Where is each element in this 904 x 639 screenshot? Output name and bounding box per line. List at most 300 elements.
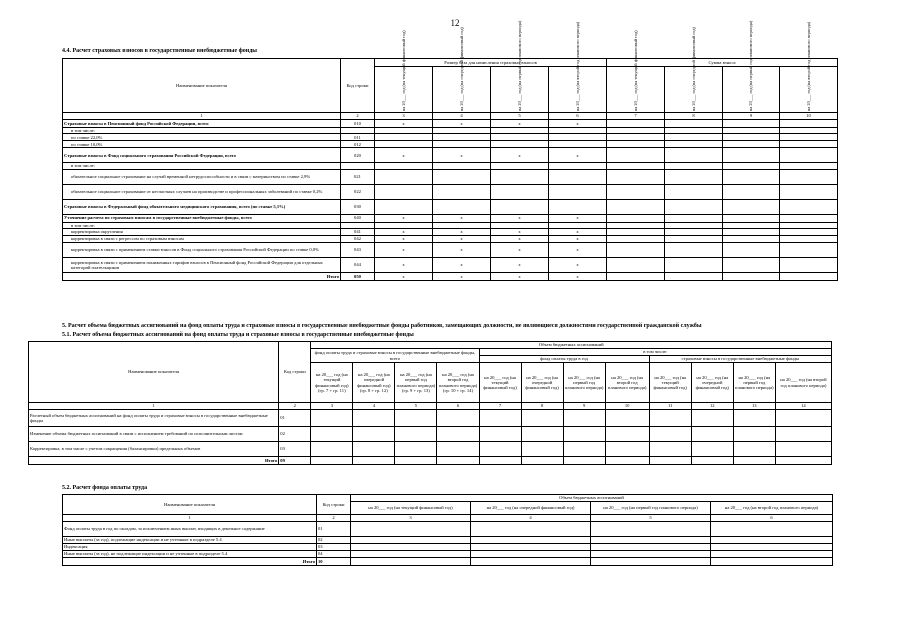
row-value — [605, 427, 649, 442]
column-number: 4 — [433, 113, 491, 120]
row-value — [479, 410, 521, 427]
table-row — [63, 148, 838, 163]
row-value — [591, 551, 711, 558]
row-value — [723, 272, 780, 280]
row-value — [351, 522, 471, 537]
table-row — [63, 537, 833, 544]
table-row — [63, 214, 838, 222]
header-period-text: на 20___ год (на первый год планового периода) — [748, 20, 754, 111]
column-number: 12 — [691, 403, 733, 410]
row-value — [433, 199, 491, 214]
row-code: 04 — [317, 551, 351, 558]
row-value: x — [549, 120, 607, 128]
column-number: 9 — [563, 403, 605, 410]
table-row — [63, 242, 838, 257]
row-value — [351, 544, 471, 551]
section-5-1-title: 5.1. Расчет объема бюджетных ассигнований на фонд оплаты труда и страховые взносы в государственные внебюджетные фонды — [62, 332, 414, 338]
row-value — [780, 235, 838, 242]
table-row — [63, 134, 838, 141]
row-value — [351, 551, 471, 558]
header-period-text: на 20___ год (на второй год планового периода) — [805, 21, 811, 111]
row-value — [437, 457, 479, 465]
header-sum-group: Сумма взноса — [607, 59, 838, 67]
table-row — [63, 120, 838, 128]
row-name: в том числе: — [63, 163, 341, 169]
row-value: x — [433, 120, 491, 128]
row-value — [723, 228, 780, 235]
row-value — [375, 169, 433, 184]
header-period — [491, 20, 549, 113]
row-name: по ставке 22,0% — [63, 134, 341, 141]
column-number: 13 — [733, 403, 775, 410]
table-5-2 — [62, 494, 833, 566]
row-value — [353, 457, 395, 465]
column-number: 2 — [341, 113, 375, 120]
row-value — [691, 457, 733, 465]
row-value — [691, 427, 733, 442]
row-name: Фонд оплаты труда в год по окладам, за исключением иных выплат, входящих в денежное содержание — [63, 522, 317, 537]
row-value — [780, 228, 838, 235]
header-period: на 20___ год (на первый год планового периода) — [563, 363, 605, 403]
row-value: x — [375, 120, 433, 128]
row-code: 040 — [341, 214, 375, 222]
row-value: x — [375, 242, 433, 257]
row-value — [311, 442, 353, 457]
row-value — [433, 141, 491, 148]
row-value — [563, 442, 605, 457]
row-value — [665, 228, 723, 235]
header-period: на 20___ год (на первый год планового периода) — [591, 502, 711, 515]
row-value — [607, 184, 665, 199]
row-value — [549, 169, 607, 184]
row-value — [607, 235, 665, 242]
header-period: на 20___ год (на очередной финансовый год) — [471, 502, 591, 515]
header-period — [549, 21, 607, 113]
row-code: 02 — [279, 427, 311, 442]
header-period — [375, 29, 433, 113]
row-value — [375, 141, 433, 148]
row-value — [665, 272, 723, 280]
row-value — [433, 184, 491, 199]
row-value — [521, 427, 563, 442]
row-name: Уточнение расчета по страховым взносам в государственные внебюджетные фонды, всего — [63, 214, 341, 222]
row-value: x — [491, 242, 549, 257]
row-code: 01 — [279, 410, 311, 427]
column-number: 2 — [279, 403, 311, 410]
row-value — [491, 134, 549, 141]
row-name: корректировка в связи с регрессом по страховым взносам — [63, 235, 341, 242]
row-value — [521, 457, 563, 465]
column-number: 1 — [29, 403, 279, 410]
row-value — [479, 442, 521, 457]
row-value — [780, 148, 838, 163]
column-number: 7 — [479, 403, 521, 410]
row-value — [479, 427, 521, 442]
page-number: 12 — [450, 18, 460, 28]
header-code: Код строки — [317, 495, 351, 515]
row-value — [395, 442, 437, 457]
row-value — [437, 427, 479, 442]
row-code: 044 — [341, 257, 375, 272]
row-value — [491, 184, 549, 199]
row-value: x — [549, 148, 607, 163]
header-period: на 20___ год (на текущий финансовый год) — [479, 363, 521, 403]
row-value — [775, 457, 831, 465]
column-number: 6 — [711, 515, 833, 522]
row-value — [780, 169, 838, 184]
row-value — [780, 257, 838, 272]
row-value — [607, 169, 665, 184]
row-name: обязательное социальное страхование от несчастных случаев на производстве и профессиональных заболеваний по ставке 0,2% — [63, 184, 341, 199]
row-value — [775, 410, 831, 427]
row-code: 02 — [317, 537, 351, 544]
header-period: на 20___ год (на очередной финансовый год) — [691, 363, 733, 403]
row-value — [723, 148, 780, 163]
row-value — [780, 214, 838, 222]
column-number: 3 — [375, 113, 433, 120]
table-row — [63, 235, 838, 242]
table-row — [63, 169, 838, 184]
row-code: 022 — [341, 184, 375, 199]
row-value — [775, 442, 831, 457]
row-name: Итого — [29, 457, 279, 465]
header-name: Наименование показателя — [63, 495, 317, 515]
header-period: на 20___ год (на очередной финансовый год) — [521, 363, 563, 403]
row-value — [665, 169, 723, 184]
row-value: x — [491, 148, 549, 163]
header-period: на 20___ год (на первый год планового периода) (гр. 9 + гр. 13) — [395, 363, 437, 403]
row-name: в том числе: — [63, 128, 341, 134]
header-period: на 20___ год (на второй год планового периода) — [605, 363, 649, 403]
header-period-text: на 20___ год (на первый год планового периода) — [516, 20, 522, 111]
column-number: 3 — [311, 403, 353, 410]
row-value — [711, 551, 833, 558]
row-code: 09 — [279, 457, 311, 465]
row-value — [549, 199, 607, 214]
row-value — [665, 141, 723, 148]
column-number: 3 — [351, 515, 471, 522]
column-number: 4 — [353, 403, 395, 410]
row-code: 041 — [341, 228, 375, 235]
row-value — [665, 199, 723, 214]
row-value — [733, 427, 775, 442]
row-value: x — [491, 214, 549, 222]
section-4-4-title: 4.4. Расчет страховых взносов в государственные внебюджетные фонды — [62, 48, 257, 54]
header-base-group: Размер база для начисления страховых взносов — [375, 59, 607, 67]
row-value: x — [375, 235, 433, 242]
row-value: x — [491, 120, 549, 128]
header-period — [780, 21, 838, 113]
row-value: x — [433, 257, 491, 272]
row-code: 020 — [341, 148, 375, 163]
row-value: x — [375, 257, 433, 272]
column-number: 10 — [605, 403, 649, 410]
row-value — [471, 522, 591, 537]
header-period: на 20___ год (на второй год планового периода) — [711, 502, 833, 515]
table-row — [63, 272, 838, 280]
row-value — [775, 427, 831, 442]
column-number: 6 — [549, 113, 607, 120]
row-value — [780, 242, 838, 257]
row-value — [353, 442, 395, 457]
row-value — [591, 558, 711, 566]
table-5-1 — [28, 341, 832, 465]
row-value — [723, 199, 780, 214]
row-value: x — [375, 272, 433, 280]
row-value — [711, 537, 833, 544]
row-value — [649, 427, 691, 442]
column-number: 8 — [521, 403, 563, 410]
row-code: 10 — [317, 558, 351, 566]
row-value: x — [491, 235, 549, 242]
row-value — [433, 169, 491, 184]
row-value — [395, 410, 437, 427]
row-name: Страховые взносы в Пенсионный фонд Российской Федерации, всего — [63, 120, 341, 128]
row-value — [351, 537, 471, 544]
table-row — [29, 427, 832, 442]
row-value — [665, 242, 723, 257]
row-value — [780, 184, 838, 199]
row-code: 03 — [317, 544, 351, 551]
row-value — [437, 410, 479, 427]
row-value — [723, 235, 780, 242]
row-value — [711, 522, 833, 537]
row-code: 021 — [341, 169, 375, 184]
header-period: на 20___ год (на второй год планового периода) (гр. 10 + гр. 14) — [437, 363, 479, 403]
row-code: 03 — [279, 442, 311, 457]
row-name: Изменение объема бюджетных ассигнований в связи с исполнением требований по исполнительным листам — [29, 427, 279, 442]
row-value — [780, 120, 838, 128]
row-value — [563, 427, 605, 442]
row-name: Итого — [63, 272, 341, 280]
row-value — [311, 410, 353, 427]
row-value — [665, 184, 723, 199]
header-period: на 20___ год (на текущий финансовый год) — [351, 502, 471, 515]
header-code: Код строки — [279, 342, 311, 403]
column-number: 14 — [775, 403, 831, 410]
row-value — [607, 141, 665, 148]
header-period: на 20___ год (на текущий финансовый год) — [649, 363, 691, 403]
row-value — [491, 141, 549, 148]
row-value — [711, 544, 833, 551]
row-name: корректировка в связи с применением пониженных тарифов взносов в Пенсионный фонд Российской Федерации для отдельных категорий плательщиков — [63, 257, 341, 272]
row-name: в том числе: — [63, 222, 341, 228]
header-period — [607, 29, 665, 113]
row-value — [665, 214, 723, 222]
row-value: x — [549, 235, 607, 242]
row-value — [665, 148, 723, 163]
row-value: x — [549, 242, 607, 257]
row-value — [723, 184, 780, 199]
column-number: 8 — [665, 113, 723, 120]
row-name: обязательное социальное страхование на случай временной нетрудоспособности и в связи с материнством по ставке 2,9% — [63, 169, 341, 184]
row-code: 010 — [341, 120, 375, 128]
header-incl: в том числе: — [479, 349, 832, 356]
row-value — [521, 442, 563, 457]
row-value: x — [491, 272, 549, 280]
row-value — [607, 120, 665, 128]
header-period-text: на 20___ год (на очередной финансовый год) — [690, 26, 696, 111]
header-period: на 20___ год (на текущий финансовый год) (гр. 7 + гр. 11) — [311, 363, 353, 403]
table-row — [63, 199, 838, 214]
row-code: 01 — [317, 522, 351, 537]
row-value — [691, 442, 733, 457]
row-value — [395, 427, 437, 442]
row-value — [375, 134, 433, 141]
row-value — [607, 134, 665, 141]
row-value — [649, 442, 691, 457]
row-value — [353, 410, 395, 427]
column-number: 2 — [317, 515, 351, 522]
column-number: 1 — [63, 113, 341, 120]
row-value — [733, 457, 775, 465]
row-code: 042 — [341, 235, 375, 242]
row-value — [723, 120, 780, 128]
table-row — [29, 410, 832, 427]
table-row — [63, 551, 833, 558]
column-number: 5 — [395, 403, 437, 410]
row-value: x — [491, 228, 549, 235]
row-value — [479, 457, 521, 465]
row-value — [549, 134, 607, 141]
row-value — [780, 134, 838, 141]
row-name: по ставке 10,0% — [63, 141, 341, 148]
row-value — [665, 235, 723, 242]
column-number: 5 — [491, 113, 549, 120]
row-value — [780, 272, 838, 280]
row-value: x — [549, 214, 607, 222]
column-number: 6 — [437, 403, 479, 410]
row-name: Корректировка, в том числе с учетом сокращения (балансировки) предельных объемов — [29, 442, 279, 457]
row-code: 043 — [341, 242, 375, 257]
row-name: Страховые взносы в Федеральный фонд обязательного медицинского страхования, всего (по ставке 5,1%) — [63, 199, 341, 214]
header-period: на 20___ год (на второй год планового периода) — [775, 363, 831, 403]
row-value — [607, 148, 665, 163]
row-value — [607, 257, 665, 272]
row-value — [665, 134, 723, 141]
column-number: 10 — [780, 113, 838, 120]
header-period: на 20___ год (на очередной финансовый год) (гр. 8 + гр. 12) — [353, 363, 395, 403]
row-value — [607, 228, 665, 235]
row-value — [607, 272, 665, 280]
row-value — [723, 141, 780, 148]
row-value — [375, 199, 433, 214]
column-number: 1 — [63, 515, 317, 522]
header-total-group: фонд оплаты труда и страховые взносы в государственные внебюджетные фонды, всего — [311, 349, 479, 363]
row-value — [491, 169, 549, 184]
table-row — [63, 141, 838, 148]
row-value — [723, 134, 780, 141]
row-value — [607, 199, 665, 214]
row-value — [607, 242, 665, 257]
row-value — [723, 169, 780, 184]
row-value — [375, 184, 433, 199]
row-value — [649, 457, 691, 465]
row-value — [563, 410, 605, 427]
table-row — [63, 522, 833, 537]
table-row — [29, 457, 832, 465]
row-name: Иные выплаты (за год), подлежащие индексации и не учтенные в подразделе 5.4 — [63, 537, 317, 544]
row-value — [723, 214, 780, 222]
row-value — [433, 134, 491, 141]
row-value — [471, 558, 591, 566]
header-period: на 20___ год (на первый год планового периода) — [733, 363, 775, 403]
section-5-title: 5. Расчет объема бюджетных ассигнований на фонд оплаты труда и страховые взносы в государственные внебюджетные фонды работников, замещающих должности, не являющиеся должностями государственной гражданской службы — [62, 323, 702, 329]
row-value — [591, 522, 711, 537]
column-number: 4 — [471, 515, 591, 522]
row-value — [491, 199, 549, 214]
row-value — [607, 214, 665, 222]
column-number: 9 — [723, 113, 780, 120]
row-value: x — [433, 148, 491, 163]
row-value — [471, 537, 591, 544]
row-name: Итого — [63, 558, 317, 566]
row-value: x — [549, 228, 607, 235]
header-name: Наименование показателя — [63, 59, 341, 113]
column-number: 11 — [649, 403, 691, 410]
header-period-text: на 20___ год (на очередной финансовый год) — [458, 26, 464, 111]
header-period-text: на 20___ год (на текущий финансовый год) — [632, 29, 638, 111]
table-row — [63, 257, 838, 272]
row-name: Индексация — [63, 544, 317, 551]
row-name: Расчетный объем бюджетных ассигнований на фонд оплаты труда и страховые взносы в государственные внебюджетные фонды — [29, 410, 279, 427]
row-value — [733, 410, 775, 427]
header-period — [723, 20, 780, 113]
row-name: Страховые взносы в Фонд социального страхования Российской Федерации, всего — [63, 148, 341, 163]
row-value — [395, 457, 437, 465]
row-value — [665, 257, 723, 272]
row-value: x — [375, 228, 433, 235]
row-value — [353, 427, 395, 442]
row-value — [351, 558, 471, 566]
header-period-text: на 20___ год (на текущий финансовый год) — [400, 29, 406, 111]
row-value — [591, 544, 711, 551]
row-value: x — [375, 214, 433, 222]
row-value — [605, 442, 649, 457]
table-row — [63, 228, 838, 235]
row-code: 030 — [341, 199, 375, 214]
header-volume: Объем бюджетных ассигнований — [351, 495, 833, 502]
row-value — [563, 457, 605, 465]
row-value — [521, 410, 563, 427]
header-code: Код строки — [341, 59, 375, 113]
row-value: x — [491, 257, 549, 272]
row-value: x — [433, 235, 491, 242]
row-value — [549, 184, 607, 199]
header-volume: Объем бюджетных ассигнований — [311, 342, 832, 349]
section-5-2-title: 5.2. Расчет фонда оплаты труда — [62, 485, 148, 491]
column-number: 7 — [607, 113, 665, 120]
row-value — [605, 410, 649, 427]
row-code: 050 — [341, 272, 375, 280]
row-value — [311, 457, 353, 465]
header-ins: страховые взносы в государственные внебюджетные фонды — [649, 356, 831, 363]
row-value — [591, 537, 711, 544]
row-value: x — [549, 272, 607, 280]
row-value — [437, 442, 479, 457]
row-code: 011 — [341, 134, 375, 141]
row-value — [471, 544, 591, 551]
row-value — [311, 427, 353, 442]
row-value — [549, 141, 607, 148]
row-value — [723, 257, 780, 272]
row-name: Иные выплаты (за год), не подлежащие индексации и не учтенные в подразделе 5.4 — [63, 551, 317, 558]
row-value: x — [433, 242, 491, 257]
row-value — [691, 410, 733, 427]
row-value: x — [549, 257, 607, 272]
row-value: x — [375, 148, 433, 163]
table-row — [63, 558, 833, 566]
